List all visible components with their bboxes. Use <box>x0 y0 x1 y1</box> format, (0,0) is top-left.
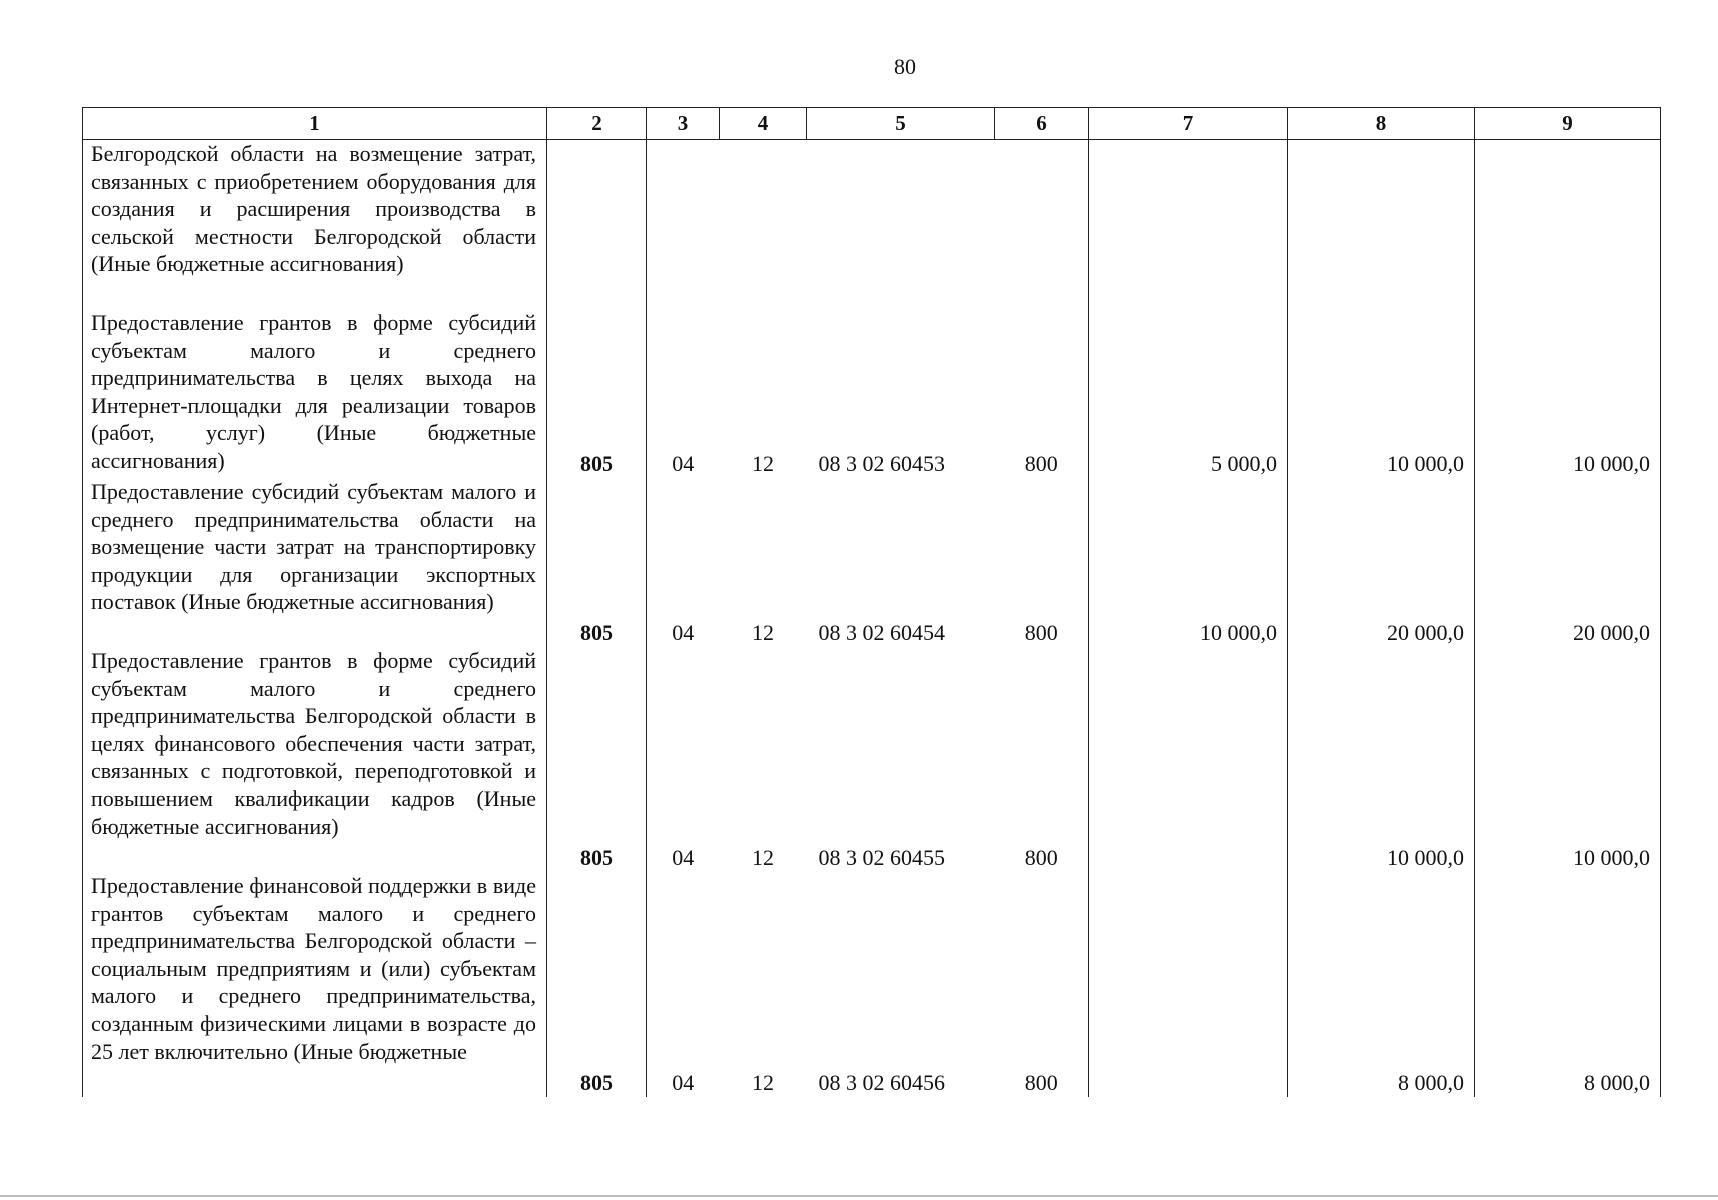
header-col-8: 8 <box>1288 108 1475 140</box>
cell-amount-col7: 10 000,0 <box>1089 478 1288 647</box>
header-col-6: 6 <box>995 108 1089 140</box>
cell-ministry-code: 805 <box>547 647 647 872</box>
cell-subsection: 12 <box>752 620 774 646</box>
cell-subsection <box>720 140 807 310</box>
cell-section <box>647 140 720 310</box>
cell-expense-type: 800 <box>995 647 1089 872</box>
cell-ministry-code: 805 <box>547 309 647 478</box>
row-description: Предоставление финансовой поддержки в виде грантов субъектам малого и среднего предпринимательства Белгородской области – социальным предприятиям и (или) субъектам малого и среднего предпринимательства, созданным физическими лицами в возрасте до 25 лет включительно (Иные бюджетные <box>83 872 547 1097</box>
cell-amount-col8: 10 000,0 <box>1288 647 1475 872</box>
cell-amount-col8: 10 000,0 <box>1288 309 1475 478</box>
cell-section: 04 <box>647 872 720 1097</box>
cell-target-article: 08 3 02 60456 <box>818 1070 945 1096</box>
page-number: 80 <box>894 54 916 79</box>
cell-amount-col9: 10 000,0 <box>1475 309 1661 478</box>
header-col-1: 1 <box>83 108 547 140</box>
cell-target-article: 08 3 02 60454 <box>818 620 945 646</box>
cell-amount-col9: 20 000,0 <box>1475 478 1661 647</box>
cell-subsection: 12 <box>752 451 774 477</box>
cell-section: 04 <box>647 478 720 647</box>
header-col-9: 9 <box>1475 108 1661 140</box>
cell-ministry-code: 805 <box>547 872 647 1097</box>
table-body <box>83 140 1661 1098</box>
cell-expense-type: 800 <box>995 478 1089 647</box>
table-row <box>83 309 1661 478</box>
table-row <box>83 647 1661 872</box>
cell-target-article: 08 3 02 60453 <box>818 451 945 477</box>
cell-amount-col9 <box>1475 140 1661 310</box>
header-col-7: 7 <box>1089 108 1288 140</box>
cell-amount-col7 <box>1089 872 1288 1097</box>
cell-amount-col9: 10 000,0 <box>1475 647 1661 872</box>
table-row <box>83 872 1661 1097</box>
header-col-3: 3 <box>647 108 720 140</box>
row-description: Белгородской области на возмещение затрат, связанных с приобретением оборудования для создания и расширения производства в сельской местности Белгородской области (Иные бюджетные ассигнования) <box>83 140 547 310</box>
header-col-2: 2 <box>547 108 647 140</box>
header-col-5: 5 <box>807 108 995 140</box>
cell-target-article: 08 3 02 60455 <box>818 845 945 871</box>
table-row <box>83 478 1661 647</box>
cell-expense-type <box>995 140 1089 310</box>
cell-amount-col7 <box>1089 140 1288 310</box>
table-row <box>83 140 1661 310</box>
cell-ministry-code <box>547 140 647 310</box>
cell-expense-type: 800 <box>995 309 1089 478</box>
row-description: Предоставление грантов в форме субсидий субъектам малого и среднего предпринимательства в целях выхода на Интернет-площадки для реализации товаров (работ, услуг) (Иные бюджетные ассигнования) <box>83 309 547 478</box>
header-row <box>83 108 1661 140</box>
cell-amount-col8 <box>1288 140 1475 310</box>
cell-subsection: 12 <box>752 845 774 871</box>
row-description: Предоставление грантов в форме субсидий субъектам малого и среднего предпринимательства Белгородской области в целях финансового обеспечения части затрат, связанных с подготовкой, переподготовкой и повышением квалификации кадров (Иные бюджетные ассигнования) <box>83 647 547 872</box>
cell-section: 04 <box>647 647 720 872</box>
cell-amount-col7 <box>1089 647 1288 872</box>
cell-section: 04 <box>647 309 720 478</box>
cell-target-article <box>807 140 995 310</box>
cell-expense-type: 800 <box>995 872 1089 1097</box>
cell-amount-col8: 8 000,0 <box>1288 872 1475 1097</box>
cell-ministry-code: 805 <box>547 478 647 647</box>
table-header <box>83 108 1661 140</box>
cell-amount-col7: 5 000,0 <box>1089 309 1288 478</box>
page-bottom-rule <box>0 1195 1718 1197</box>
cell-amount-col8: 20 000,0 <box>1288 478 1475 647</box>
cell-amount-col9: 8 000,0 <box>1475 872 1661 1097</box>
budget-table <box>82 107 1661 1097</box>
header-col-4: 4 <box>720 108 807 140</box>
row-description: Предоставление субсидий субъектам малого и среднего предпринимательства области на возмещение части затрат на транспортировку продукции для организации экспортных поставок (Иные бюджетные ассигнования) <box>83 478 547 647</box>
cell-subsection: 12 <box>752 1070 774 1096</box>
